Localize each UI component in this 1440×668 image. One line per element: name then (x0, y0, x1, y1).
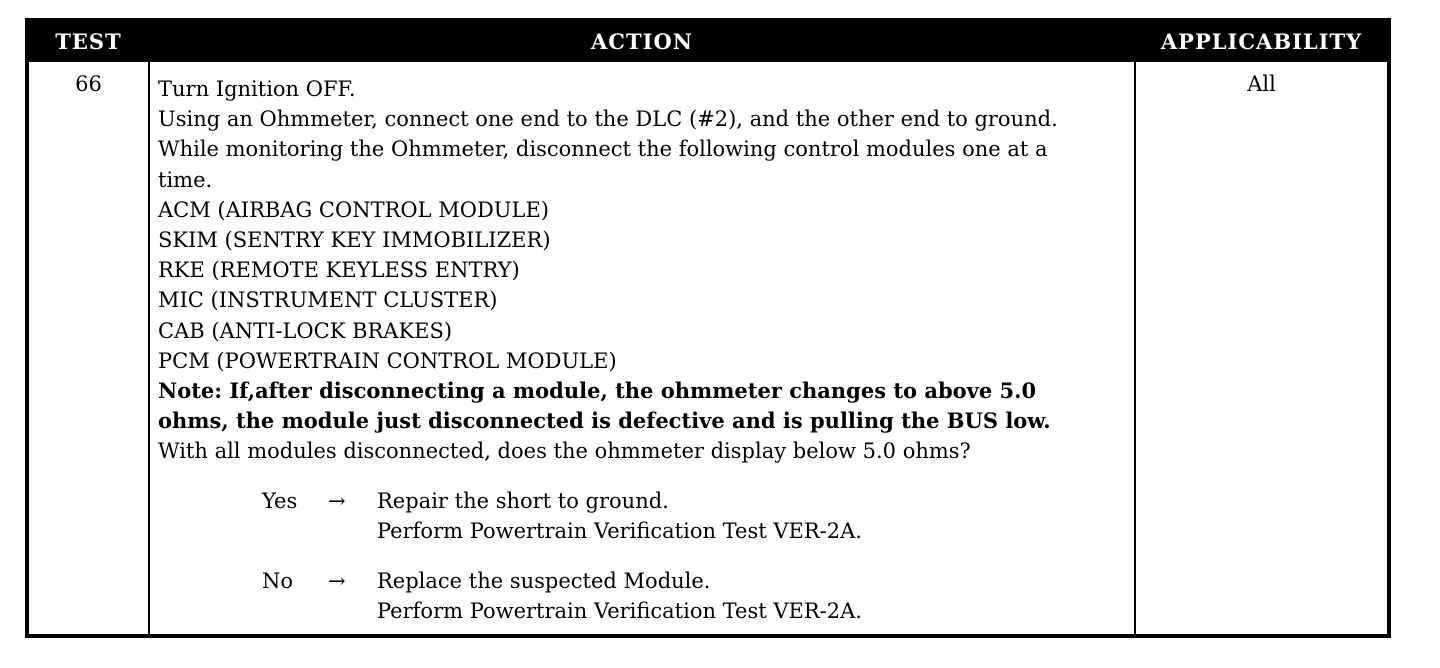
header-test: TEST (55, 29, 122, 54)
outcome-line: Repair the short to ground. (377, 489, 669, 514)
outcome-line: Perform Powertrain Verification Test VER-2A. (377, 599, 862, 624)
column-divider (148, 62, 150, 634)
module-item: ACM (AIRBAG CONTROL MODULE) (158, 197, 549, 222)
note-line: Note: If,after disconnecting a module, the ohmmeter changes to above 5.0 (158, 377, 1037, 403)
question-line: With all modules disconnected, does the ohmmeter display below 5.0 ohms? (158, 439, 971, 464)
module-item: CAB (ANTI-LOCK BRAKES) (158, 318, 453, 343)
outcome-text (377, 486, 862, 546)
module-item: RKE (REMOTE KEYLESS ENTRY) (158, 258, 520, 283)
arrow-right-icon: → (328, 569, 346, 594)
outcome-label: Yes (262, 489, 298, 514)
action-line: time. (158, 167, 213, 192)
module-item: SKIM (SENTRY KEY IMMOBILIZER) (158, 227, 551, 252)
outcome-text (377, 566, 862, 626)
action-line: Turn Ignition OFF. (158, 77, 356, 101)
module-item: PCM (POWERTRAIN CONTROL MODULE) (158, 348, 617, 373)
applicability-value: All (1247, 72, 1276, 96)
outcome-line: Replace the suspected Module. (377, 569, 711, 594)
action-line: Using an Ohmmeter, connect one end to the DLC (#2), and the other end to ground. (158, 107, 1058, 132)
module-item: MIC (INSTRUMENT CLUSTER) (158, 288, 498, 313)
note-line: ohms, the module just disconnected is defective and is pulling the BUS low. (158, 408, 1051, 434)
arrow-right-icon: → (328, 489, 346, 514)
outcome-no (158, 566, 1133, 626)
action-line: While monitoring the Ohmmeter, disconnect the following control modules one at a (158, 137, 1048, 162)
outcome-yes (158, 486, 1133, 546)
diagnostic-test-table (25, 18, 1391, 638)
test-number: 66 (75, 72, 102, 96)
column-divider (1134, 62, 1136, 634)
outcome-line: Perform Powertrain Verification Test VER-2A. (377, 519, 862, 544)
table-header (29, 22, 1387, 62)
header-action: ACTION (591, 29, 693, 54)
outcome-label: No (262, 569, 294, 594)
action-cell (158, 74, 1133, 626)
header-applicability: APPLICABILITY (1160, 29, 1363, 54)
